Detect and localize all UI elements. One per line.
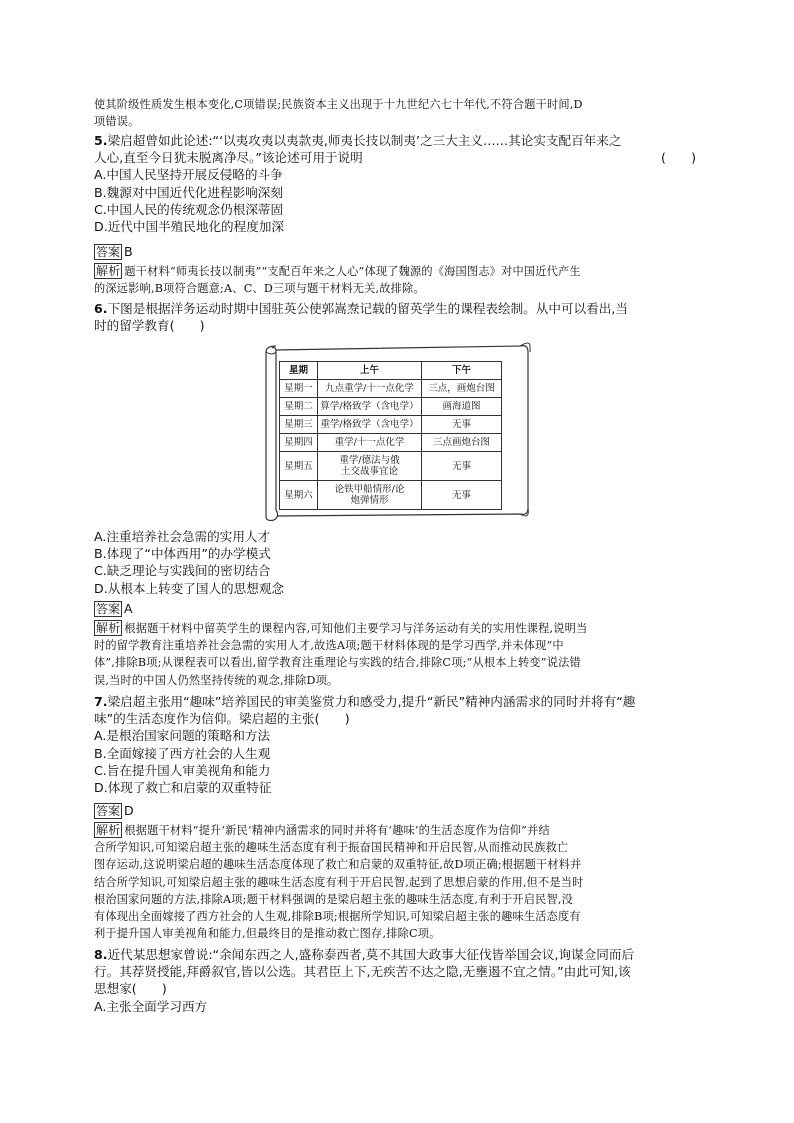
table-header: 下午: [422, 362, 502, 380]
table-cell: 算学/格致学（含电学）: [318, 398, 422, 416]
analysis-line: 根治国家问题的方法,排除A项;题干材料强调的是梁启超主张的趣味生活态度,有利于开启民智,没: [94, 892, 574, 906]
option-a: A.中国人民坚持开展反侵略的斗争: [94, 167, 283, 183]
question-number: 8.: [94, 947, 108, 962]
question-stem-line: 思想家( ): [94, 981, 167, 997]
question-number: 7.: [94, 694, 108, 709]
table-row: [280, 434, 502, 452]
analysis-block: [94, 822, 700, 942]
table-cell: 星期六: [280, 481, 318, 510]
option-d: D.从根本上转变了国人的思想观念: [94, 580, 285, 596]
answer-label: 答案: [96, 804, 121, 818]
table-row: [280, 398, 502, 416]
analysis-line: 结合所学知识,可知梁启超主张的趣味生活态度有利于开启民智,起到了思想启蒙的作用,但不是当时: [94, 875, 584, 889]
question-stem-line: 下图是根据洋务运动时期中国驻英公使郭嵩焘记载的留英学生的课程表绘制。从中可以看出,当: [107, 301, 628, 316]
option-b: B.体现了“中体西用”的办学模式: [94, 546, 271, 562]
question-5: [94, 132, 700, 235]
question-stem-line: 梁启超曾如此论述:“‘以夷攻夷以夷款夷,师夷长技以制夷’之三大主义……其论实支配百年来之: [107, 133, 622, 148]
table-row: [280, 380, 502, 398]
table-cell: 星期四: [280, 434, 318, 452]
answer-row: [94, 243, 700, 260]
option-a: A.是根治国家问题的策略和方法: [94, 728, 271, 744]
table-cell: 三点画炮台图: [422, 434, 502, 452]
table-row: [280, 481, 502, 510]
analysis-label: 解析: [96, 621, 121, 635]
table-cell: 重学/德法与俄 土交战事宜论: [318, 452, 422, 481]
table-cell: 无事: [422, 481, 502, 510]
text-line: 项错误。: [94, 115, 140, 129]
table-cell: 星期二: [280, 398, 318, 416]
option-b: B.魏源对中国近代化进程影响深刻: [94, 184, 283, 200]
table-cell: 三点，画炮台图: [422, 380, 502, 398]
analysis-line: 根据题干材料“提升‘新民’精神内涵需求的同时并将有‘趣味’的生活态度作为信仰”并结: [124, 824, 550, 837]
question-number: 5.: [94, 133, 108, 148]
table-cell: 重学/十一点化学: [318, 434, 422, 452]
option-a: A.注重培养社会急需的实用人才: [94, 529, 271, 544]
option-c: C.旨在提升国人审美视角和能力: [94, 762, 271, 778]
table-header: 上午: [318, 362, 422, 380]
analysis-block: [94, 620, 700, 689]
table-cell: 星期五: [280, 452, 318, 481]
table-cell: 重学/格致学（含电学）: [318, 416, 422, 434]
analysis-line: 的深远影响,B项符合题意;A、C、D三项与题干材料无关,故排除。: [94, 282, 425, 296]
analysis-line: 合所学知识,可知梁启超主张的趣味生活态度有利于振奋国民精神和开启民智,从而推动民族救亡: [94, 841, 569, 855]
question-stem-line: 时的留学教育( ): [94, 318, 205, 334]
previous-analysis-tail: [94, 96, 700, 130]
table-cell: 星期一: [280, 380, 318, 398]
question-stem-line: 人心,直至今日犹未脱离净尽。”该论述可用于说明: [94, 150, 363, 166]
analysis-label: 解析: [96, 264, 121, 278]
analysis-line: 图存运动,这说明梁启超的趣味生活态度体现了救亡和启蒙的双重特征,故D项正确;根据题干材料并: [94, 858, 582, 872]
table-row: [280, 452, 502, 481]
text-line: 使其阶级性质发生根本变化,C项错误;民族资本主义出现于十九世纪六七十年代,不符合题干时间,D: [94, 98, 583, 111]
answer-value: D: [124, 803, 134, 818]
analysis-line: 有体现出全面嫁接了西方社会的人生观,排除B项;根据所学知识,可知梁启超主张的趣味生活态度有: [94, 910, 581, 924]
question-number: 6.: [94, 301, 108, 316]
option-a: A.主张全面学习西方: [94, 998, 208, 1014]
answer-row: [94, 600, 700, 617]
table-cell: 无事: [422, 416, 502, 434]
analysis-line: 根据题干材料中留英学生的课程内容,可知他们主要学习与洋务运动有关的实用性课程,说明当: [124, 622, 588, 635]
answer-label: 答案: [96, 245, 121, 259]
question-8: [94, 946, 700, 1015]
option-b: B.全面嫁接了西方社会的人生观: [94, 745, 271, 761]
option-d: D.体现了救亡和启蒙的双重特征: [94, 780, 272, 796]
table-row: [280, 416, 502, 434]
question-6: [94, 300, 700, 334]
option-c: C.中国人民的传统观念仍根深蒂固: [94, 201, 284, 217]
answer-row: [94, 802, 700, 819]
analysis-line: 时的留学教育注重培养社会急需的实用人才,故选A项;题干材料体现的是学习西学,并未体现“中: [94, 639, 564, 653]
answer-label: 答案: [96, 602, 121, 616]
question-7: [94, 693, 700, 796]
option-d: D.近代中国半殖民地化的程度加深: [94, 219, 285, 235]
analysis-label: 解析: [96, 823, 121, 837]
answer-paren: ( ): [660, 150, 696, 166]
answer-value: A: [124, 601, 133, 616]
question-6-options: [94, 528, 700, 597]
question-stem-line: 行。其荐贤授能,拜爵叙官,皆以公选。其君臣上下,无疾苦不达之隐,无壅遏不宜之情。”由此可知,该: [94, 964, 631, 980]
table-header: 星期: [280, 362, 318, 380]
table-cell: 星期三: [280, 416, 318, 434]
schedule-table: [279, 361, 502, 510]
question-stem-line: 味”的生活态度作为信仰。梁启超的主张( ): [94, 711, 350, 727]
analysis-line: 误,当时的中国人仍然坚持传统的观念,排除D项。: [94, 673, 339, 687]
option-c: C.缺乏理论与实践间的密切结合: [94, 563, 271, 579]
answer-value: B: [124, 244, 133, 259]
analysis-block: [94, 263, 700, 297]
question-stem-line: 梁启超主张用“趣味”培养国民的审美鉴赏力和感受力,提升“新民”精神内涵需求的同时并将有“趣: [107, 694, 636, 709]
table-cell: 无事: [422, 452, 502, 481]
table-cell: 画海道图: [422, 398, 502, 416]
analysis-line: 体”,排除B项;从课程表可以看出,留学教育注重理论与实践的结合,排除C项;“从根本上转变”说法错: [94, 656, 581, 670]
table-header-row: [280, 362, 502, 380]
table-cell: 九点重学/十一点化学: [318, 380, 422, 398]
analysis-line: 利于提升国人审美视角和能力,但最终目的是推动救亡图存,排除C项。: [94, 927, 441, 941]
analysis-line: 题干材料“师夷长技以制夷”“支配百年来之人心”体现了魏源的《海国图志》对中国近代产生: [124, 265, 581, 278]
table-cell: 论铁甲船情形/论 炮弹情形: [318, 481, 422, 510]
question-stem-line: 近代某思想家曾说:“余闻东西之人,盛称泰西者,莫不其国大政事大征伐皆举国会议,询谋佥同而后: [107, 947, 635, 962]
